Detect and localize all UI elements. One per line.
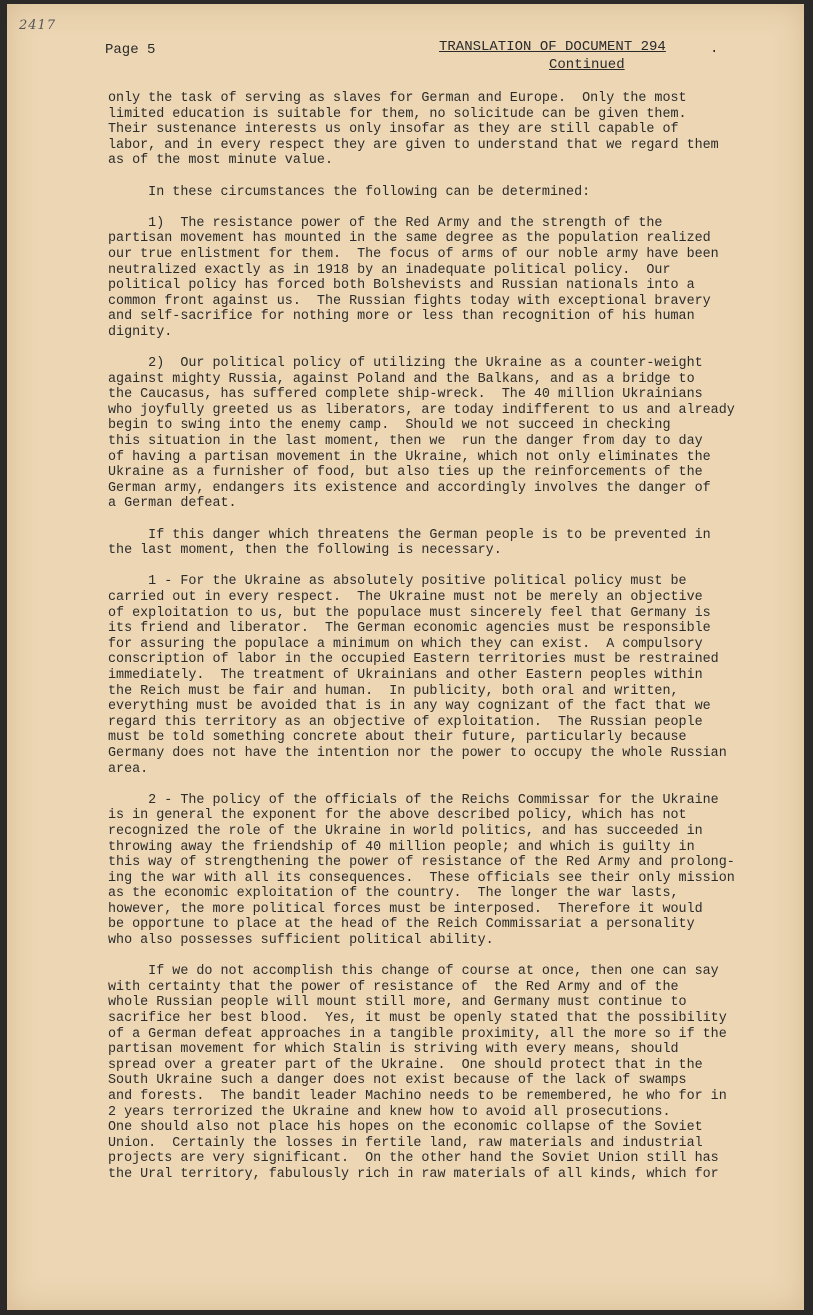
text-line: of a German defeat approaches in a tangible proximity, all the more so if the bbox=[108, 1026, 727, 1042]
text-line: area. bbox=[108, 761, 149, 777]
text-line: and self-sacrifice for nothing more or less than recognition of his human bbox=[108, 309, 695, 325]
paragraph bbox=[108, 964, 758, 1182]
text-line: who joyfully greeted us as liberators, are today indifferent to us and already bbox=[108, 402, 735, 418]
text-line: neutralized exactly as in 1918 by an inadequate political policy. Our bbox=[108, 262, 671, 278]
text-line: our true enlistment for them. The focus of arms of our noble army have been bbox=[108, 246, 719, 262]
paragraph bbox=[108, 216, 758, 341]
text-line: against mighty Russia, against Poland and the Balkans, and as a bridge to bbox=[108, 371, 695, 387]
document-body bbox=[108, 91, 758, 1183]
paragraph bbox=[108, 185, 758, 201]
text-line: If this danger which threatens the German people is to be prevented in bbox=[108, 527, 711, 543]
text-line: ing the war with all its consequences. These officials see their only mission bbox=[108, 870, 735, 886]
paragraph bbox=[108, 91, 758, 169]
text-line: If we do not accomplish this change of course at once, then one can say bbox=[108, 964, 719, 980]
text-line: who also possesses sufficient political ability. bbox=[108, 933, 494, 949]
paragraph-gap bbox=[108, 200, 758, 216]
text-line: is in general the exponent for the above described policy, which has not bbox=[108, 808, 687, 824]
document-subtitle: Continued bbox=[549, 57, 625, 73]
text-line: limited education is suitable for them, no solicitude can be given them. bbox=[108, 106, 687, 122]
text-line: whole Russian people will mount still more, and Germany must continue to bbox=[108, 995, 687, 1011]
text-line: the last moment, then the following is necessary. bbox=[108, 543, 502, 559]
text-line: recognized the role of the Ukraine in world politics, and has succeeded in bbox=[108, 823, 703, 839]
text-line: Ukraine as a furnisher of food, but also ties up the reinforcements of the bbox=[108, 465, 703, 481]
text-line: carried out in every respect. The Ukraine must not be merely an objective bbox=[108, 590, 703, 605]
paragraph-gap bbox=[108, 777, 758, 793]
paragraph-gap bbox=[108, 512, 758, 528]
text-line: partisan movement for which Stalin is striving with every means, should bbox=[108, 1042, 679, 1058]
handwritten-mark: 2417 bbox=[19, 18, 57, 33]
text-line: Germany does not have the intention nor the power to occupy the whole Russian bbox=[108, 745, 727, 761]
text-line: political policy has forced both Bolshevists and Russian nationals into a bbox=[108, 278, 695, 294]
text-line: dignity. bbox=[108, 324, 173, 340]
text-line: a German defeat. bbox=[108, 496, 237, 512]
paragraph bbox=[108, 528, 758, 559]
text-line: conscription of labor in the occupied Eastern territories must be restrained bbox=[108, 652, 719, 668]
text-line: In these circumstances the following can be determined: bbox=[108, 184, 591, 200]
text-line: 1) The resistance power of the Red Army and the strength of the bbox=[108, 215, 663, 231]
paragraph bbox=[108, 574, 758, 777]
text-line: labor, and in every respect they are given to understand that we regard them bbox=[108, 137, 719, 153]
paragraph bbox=[108, 793, 758, 949]
header-dot: · bbox=[710, 44, 719, 60]
text-line: 2) Our political policy of utilizing the Ukraine as a counter-weight bbox=[108, 356, 703, 372]
text-line: this way of strengthening the power of resistance of the Red Army and prolong- bbox=[108, 855, 735, 871]
paragraph-gap bbox=[108, 949, 758, 965]
text-line: only the task of serving as slaves for German and Europe. Only the most bbox=[108, 91, 687, 106]
text-line: everything must be avoided that is in any way cognizant of the fact that we bbox=[108, 699, 711, 715]
paragraph-gap bbox=[108, 559, 758, 575]
text-line: the Caucasus, has suffered complete ship-wreck. The 40 million Ukrainians bbox=[108, 387, 703, 403]
text-line: 2 years terrorized the Ukraine and knew how to avoid all prosecutions. bbox=[108, 1104, 671, 1120]
text-line: 1 - For the Ukraine as absolutely positive political policy must be bbox=[108, 574, 687, 590]
text-line: 2 - The policy of the officials of the Reichs Commissar for the Ukraine bbox=[108, 792, 719, 808]
document-page bbox=[7, 4, 804, 1310]
text-line: spread over a greater part of the Ukraine. One should protect that in the bbox=[108, 1057, 703, 1073]
page-number: Page 5 bbox=[105, 42, 156, 58]
text-line: of having a partisan movement in the Ukraine, which not only eliminates the bbox=[108, 449, 711, 465]
text-line: regard this territory as an objective of exploitation. The Russian people bbox=[108, 714, 703, 730]
text-line: be opportune to place at the head of the Reich Commissariat a personality bbox=[108, 917, 695, 933]
text-line: as of the most minute value. bbox=[108, 153, 333, 169]
text-line: projects are very significant. On the other hand the Soviet Union still has bbox=[108, 1151, 719, 1167]
text-line: as the economic exploitation of the country. The longer the war lasts, bbox=[108, 886, 679, 902]
paragraph-gap bbox=[108, 169, 758, 185]
text-line: must be told something concrete about their future, particularly because bbox=[108, 730, 687, 746]
paragraph-gap bbox=[108, 341, 758, 357]
text-line: of exploitation to us, but the populace must sincerely feel that Germany is bbox=[108, 605, 711, 621]
text-line: partisan movement has mounted in the same degree as the population realized bbox=[108, 231, 711, 247]
text-line: begin to swing into the enemy camp. Should we not succeed in checking bbox=[108, 418, 671, 434]
paragraph bbox=[108, 356, 758, 512]
text-line: and forests. The bandit leader Machino needs to be remembered, he who for in bbox=[108, 1089, 727, 1104]
text-line: with certainty that the power of resistance of the Red Army and of the bbox=[108, 979, 679, 995]
text-line: the Ural territory, fabulously rich in raw materials of all kinds, which for bbox=[108, 1166, 719, 1182]
text-line: for assuring the populace a minimum on which they can exist. A compulsory bbox=[108, 636, 703, 652]
text-line: sacrifice her best blood. Yes, it must be openly stated that the possibility bbox=[108, 1011, 727, 1027]
text-line: its friend and liberator. The German economic agencies must be responsible bbox=[108, 621, 711, 637]
text-line: this situation in the last moment, then we run the danger from day to day bbox=[108, 434, 703, 450]
text-line: the Reich must be fair and human. In publicity, both oral and written, bbox=[108, 683, 679, 699]
text-line: throwing away the friendship of 40 million people; and which is guilty in bbox=[108, 839, 695, 855]
text-line: German army, endangers its existence and accordingly involves the danger of bbox=[108, 480, 711, 496]
text-line: immediately. The treatment of Ukrainians and other Eastern peoples within bbox=[108, 667, 703, 683]
text-line: however, the more political forces must be interposed. Therefore it would bbox=[108, 901, 703, 917]
text-line: South Ukraine such a danger does not exist because of the lack of swamps bbox=[108, 1073, 687, 1089]
text-line: common front against us. The Russian fights today with exceptional bravery bbox=[108, 293, 711, 309]
text-line: Their sustenance interests us only insofar as they are still capable of bbox=[108, 122, 679, 138]
text-line: Union. Certainly the losses in fertile land, raw materials and industrial bbox=[108, 1135, 703, 1151]
text-line: One should also not place his hopes on the economic collapse of the Soviet bbox=[108, 1120, 703, 1136]
document-title: TRANSLATION OF DOCUMENT 294 bbox=[439, 39, 666, 55]
